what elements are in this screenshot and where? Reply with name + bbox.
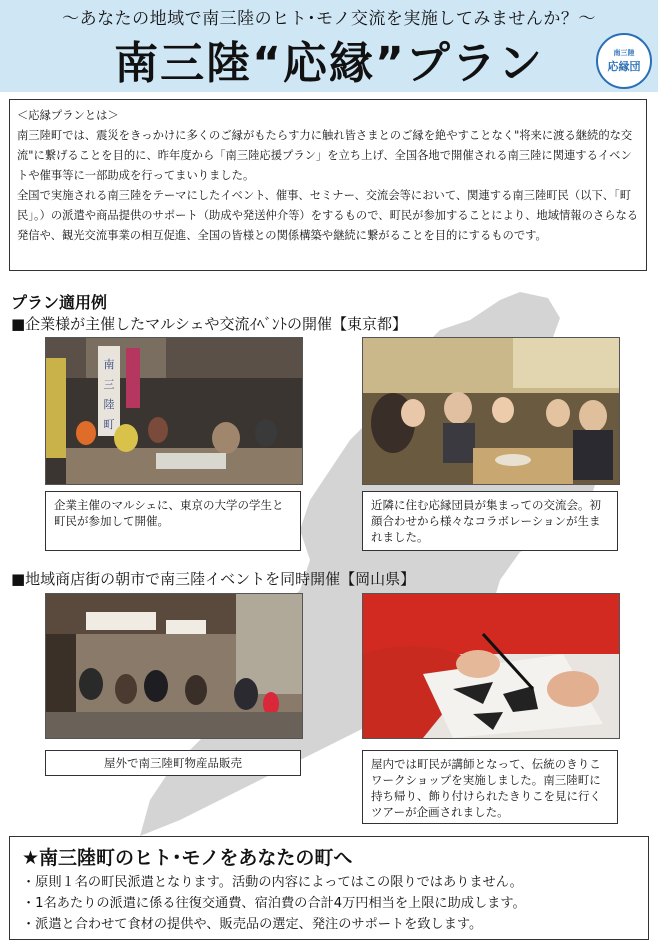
case1-caption-right: 近隣に住む応縁団員が集まっての交流会。初顔合わせから様々なコラボレーションが生まれました。 bbox=[362, 491, 618, 551]
logo-bottom-text: 応縁団 bbox=[607, 60, 641, 73]
banner-char-4: 町 bbox=[103, 418, 115, 431]
case2-title: ■地域商店街の朝市で南三陸イベントを同時開催【岡山県】 bbox=[11, 570, 416, 588]
plan-summary-line-3: ・派遣と合わせて食材の提供や、販売品の選定、発注のサポートを致します。 bbox=[22, 917, 483, 932]
banner-char-3: 陸 bbox=[103, 398, 115, 411]
kiriko-workshop-photo bbox=[362, 593, 620, 739]
logo-top-text: 南三陸 bbox=[613, 49, 635, 57]
case2-caption-right: 屋内では町民が講師となって、伝統のきりこワークショップを実施しました。南三陸町に持ち帰り、飾り付けられたきりこを見に行くツアーが企画されました。 bbox=[362, 750, 618, 824]
case1-caption-left: 企業主催のマルシェに、東京の大学の学生と町民が参加して開催。 bbox=[45, 491, 301, 551]
intro-paragraph-2: 全国で実施される南三陸をテーマにしたイベント、催事、セミナー、交流会等において、関連する南三陸町民（以下、「町民」。）の派遣や商品提供のサポート（助成や発送仲介等）をするもので、町民が参加することにより、地域情報のさらなる発信や、観光交流事業の相互促進、全国の皆様との関係構築や継続に繋がることを目的にするものです。 bbox=[17, 189, 639, 242]
plan-summary-line-1: ・原則１名の町民派遣となります。活動の内容によってはこの限りではありません。 bbox=[22, 875, 523, 890]
intro-paragraph-1: 南三陸町では、震災をきっかけに多くのご縁がもたらす力に触れ皆さまとのご縁を絶やすことなく"将来に渡る継続的な交流"に繋げることを目的に、昨年度から「南三陸応援プラン」を立ち上げ、全国各地で開催される南三陸に関連するイベントや催事等に一部助成を行ってまいりました。 bbox=[17, 129, 633, 182]
intro-heading: ＜応縁プランとは＞ bbox=[17, 109, 119, 122]
exchange-party-photo bbox=[362, 337, 620, 485]
page-title: 南三陸“応縁”プラン bbox=[114, 38, 544, 89]
marche-photo bbox=[45, 337, 303, 485]
case2-caption-left: 屋外で南三陸町物産品販売 bbox=[45, 750, 301, 776]
morning-market-photo bbox=[45, 593, 303, 739]
header-band bbox=[0, 0, 658, 92]
banner-char-1: 南 bbox=[103, 358, 115, 371]
ouendan-logo bbox=[596, 33, 652, 89]
plan-summary-line-2: ・1名あたりの派遣に係る往復交通費、宿泊費の合計4万円相当を上限に助成します。 bbox=[22, 896, 526, 911]
case1-title: ■企業様が主催したマルシェや交流ｲﾍﾞﾝﾄの開催【東京都】 bbox=[11, 315, 408, 333]
banner-char-2: 三 bbox=[103, 378, 115, 391]
plan-summary-heading: ★南三陸町のヒト･モノをあなたの町へ bbox=[22, 847, 353, 869]
examples-heading: プラン適用例 bbox=[11, 293, 108, 312]
page-subtitle: ～あなたの地域で南三陸のヒト･モノ交流を実施してみませんか？～ bbox=[62, 9, 596, 29]
intro-box bbox=[9, 99, 647, 271]
plan-summary-box bbox=[9, 836, 649, 940]
